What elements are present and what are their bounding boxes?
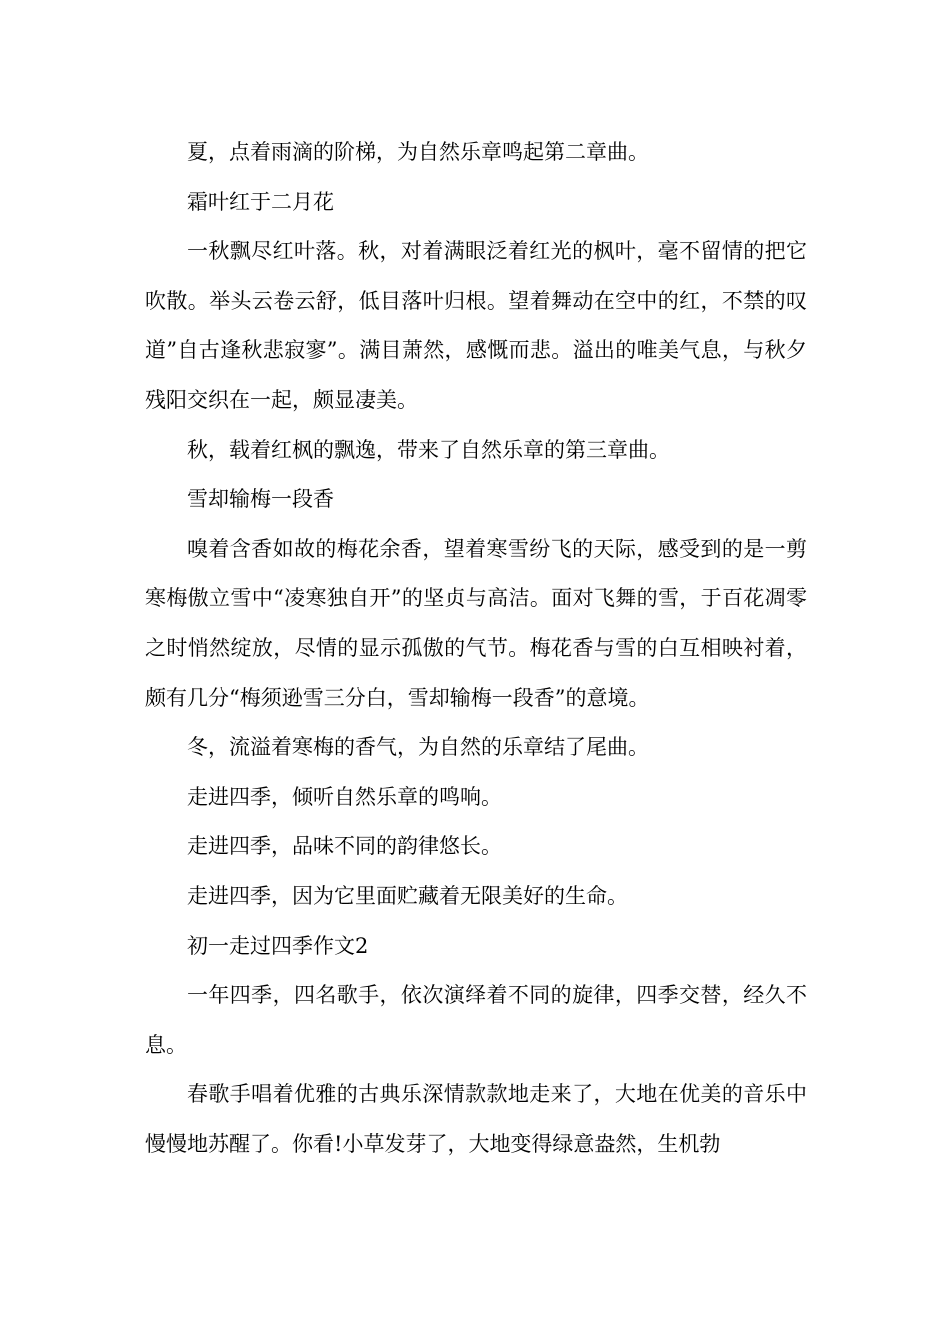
paragraph: 夏，点着雨滴的阶梯，为自然乐章鸣起第二章曲。 <box>187 140 649 164</box>
paragraph: 走进四季，因为它里面贮藏着无限美好的生命。 <box>187 883 628 908</box>
section-heading: 霜叶红于二月花 <box>187 189 334 214</box>
section-heading: 雪却输梅一段香 <box>187 487 334 512</box>
paragraph: 春歌手唱着优雅的古典乐深情款款地走来了，大地在优美的音乐中慢慢地苏醒了。你看!小草发芽了，大地变得绿意盎然，生机勃 <box>145 1082 807 1156</box>
paragraph: 秋，载着红枫的飘逸，带来了自然乐章的第三章曲。 <box>187 437 670 462</box>
paragraph: 一年四季，四名歌手，依次演绎着不同的旋律，四季交替，经久不息。 <box>145 983 807 1057</box>
document-body <box>145 128 807 1169</box>
paragraph: 一秋飘尽红叶落。秋，对着满眼泛着红光的枫叶，毫不留情的把它吹散。举头云卷云舒，低目落叶归根。望着舞动在空中的红，不禁的叹道”自古逢秋悲寂寥”。满目萧然，感慨而悲。溢出的唯美气息，与秋夕残阳交织在一起，颇显凄美。 <box>145 239 807 412</box>
paragraph: 走进四季，品味不同的韵律悠长。 <box>187 834 502 859</box>
paragraph: 冬，流溢着寒梅的香气，为自然的乐章结了尾曲。 <box>187 735 649 760</box>
essay-title: 初一走过四季作文2 <box>187 933 369 958</box>
paragraph: 嗅着含香如故的梅花余香，望着寒雪纷飞的天际，感受到的是一剪寒梅傲立雪中“凌寒独自开”的坚贞与高洁。面对飞舞的雪，于百花凋零之时悄然绽放，尽情的显示孤傲的气节。梅花香与雪的白互相映衬着，颇有几分“梅须逊雪三分白，雪却输梅一段香”的意境。 <box>145 536 807 710</box>
paragraph: 走进四季，倾听自然乐章的鸣响。 <box>187 784 502 809</box>
